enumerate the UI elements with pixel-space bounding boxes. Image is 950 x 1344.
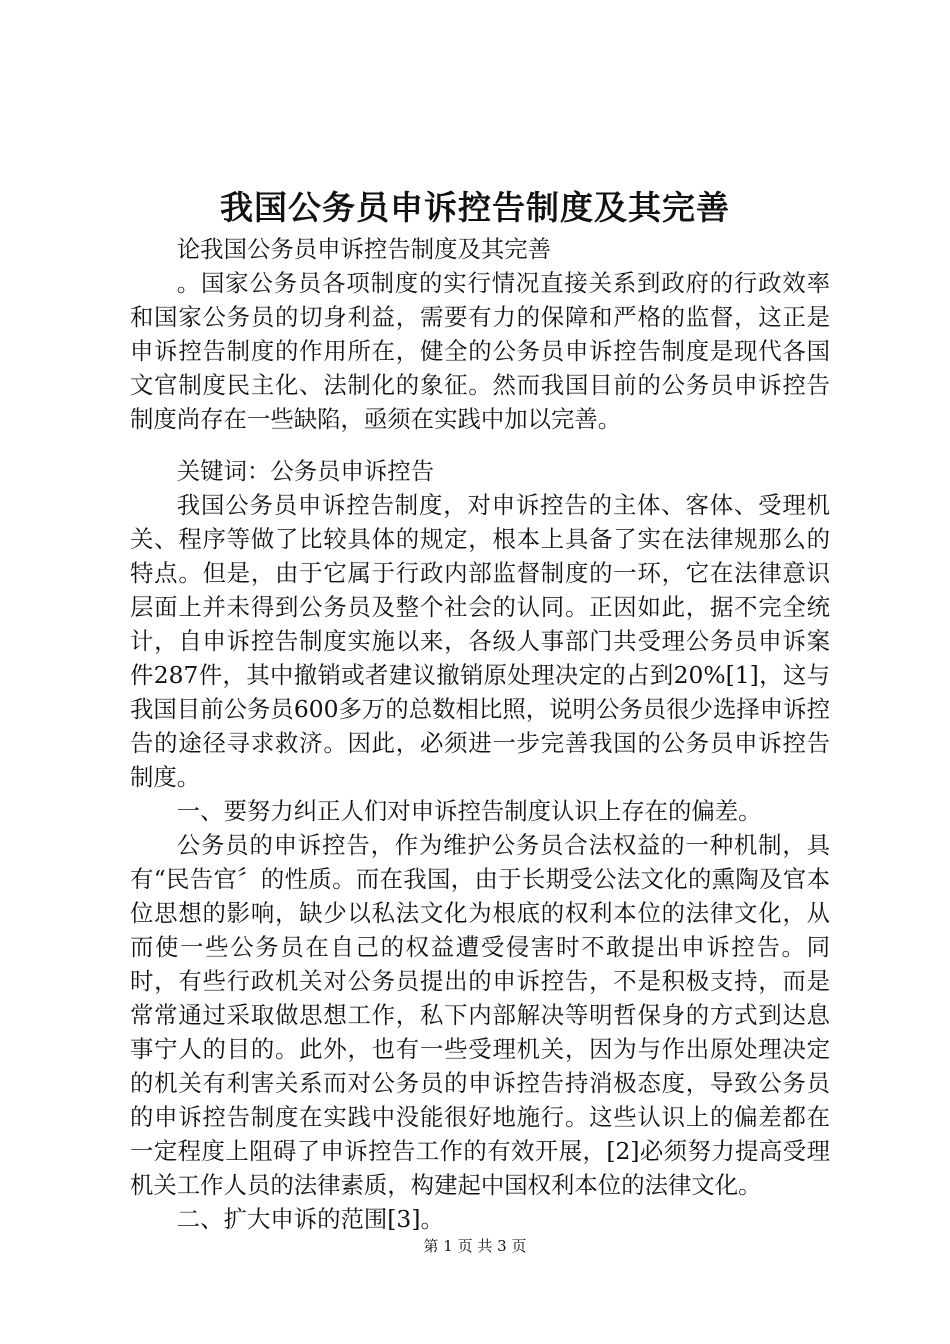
section-heading-1: 一、要努力纠正人们对申诉控告制度认识上存在的偏差。 bbox=[176, 797, 762, 825]
document-body bbox=[130, 232, 830, 1236]
page-footer: 第 1 页 共 3 页 bbox=[423, 1237, 527, 1255]
document-title: 我国公务员申诉控告制度及其完善 bbox=[220, 188, 730, 227]
keywords-paragraph: 关键词：公务员申诉控告 bbox=[176, 457, 435, 485]
intro-paragraph: 我国公务员申诉控告制度，对申诉控告的主体、客体、受理机关、程序等做了比较具体的规定，根本上具备了实在法律规那么的特点。但是，由于它属于行政内部监督制度的一环，它在法律意识层面上并未得到公务员及整个社会的认同。正因如此，据不完全统计，自申诉控告制度实施以来，各级人事部门共受理公务员申诉案件287件，其中撤销或者建议撤销原处理决定的占到20%[1]，这与我国目前公务员600多万的总数相比照，说明公务员很少选择申诉控告的途径寻求救济。因此，必须进一步完善我国的公务员申诉控告制度。 bbox=[130, 491, 830, 791]
abstract-paragraph: 。国家公务员各项制度的实行情况直接关系到政府的行政效率和国家公务员的切身利益，需要有力的保障和严格的监督，这正是申诉控告制度的作用所在，健全的公务员申诉控告制度是现代各国文官制度民主化、法制化的象征。然而我国目前的公务员申诉控告制度尚存在一些缺陷，亟须在实践中加以完善。 bbox=[130, 269, 830, 433]
section-heading-2: 二、扩大申诉的范围[3]。 bbox=[176, 1205, 444, 1233]
section-1-paragraph: 公务员的申诉控告，作为维护公务员合法权益的一种机制，具有“民告官〞的性质。而在我国，由于长期受公法文化的熏陶及官本位思想的影响，缺少以私法文化为根底的权利本位的法律文化，从而使一些公务员在自己的权益遭受侵害时不敢提出申诉控告。同时，有些行政机关对公务员提出的申诉控告，不是积极支持，而是常常通过采取做思想工作，私下内部解决等明哲保身的方式到达息事宁人的目的。此外，也有一些受理机关，因为与作出原处理决定的机关有利害关系而对公务员的申诉控告持消极态度，导致公务员的申诉控告制度在实践中没能很好地施行。这些认识上的偏差都在一定程度上阻碍了申诉控告工作的有效开展，[2]必须努力提高受理机关工作人员的法律素质，构建起中国权利本位的法律文化。 bbox=[130, 831, 830, 1199]
subtitle-paragraph: 论我国公务员申诉控告制度及其完善 bbox=[176, 235, 552, 263]
